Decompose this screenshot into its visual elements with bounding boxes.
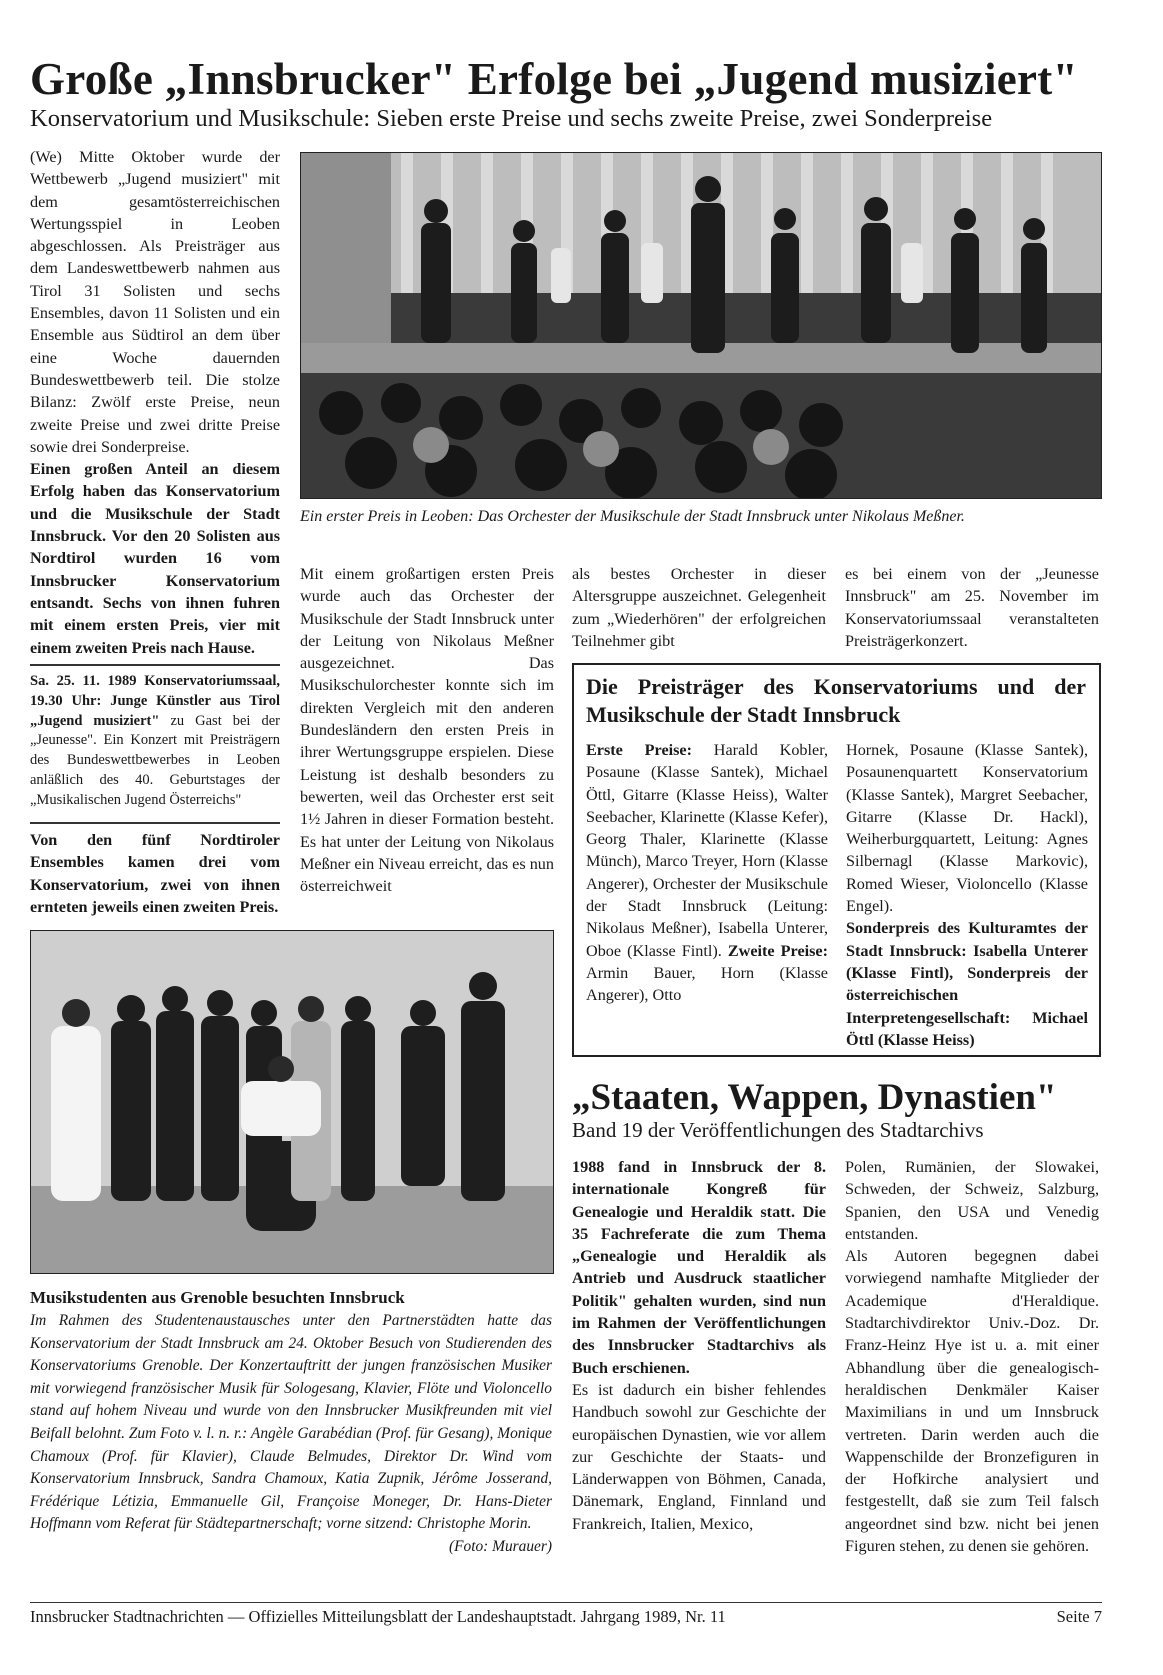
orchestra-photo-caption: Ein erster Preis in Leoben: Das Orchester der Musikschule der Stadt Innsbruck unter Nikolaus Meßner. <box>300 508 965 525</box>
staaten-column-1 <box>572 1156 826 1535</box>
subheadline: Konservatorium und Musikschule: Sieben erste Preise und sechs zweite Preise, zwei Sonderpreise <box>30 105 993 132</box>
special-prizes: Sonderpreis des Kulturamtes der Stadt Innsbruck: Isabella Unterer (Klasse Fintl), Sonderpreis der österreichischen Interpretengesellschaft: Michael Öttl (Klasse Heiss) <box>846 919 1088 1049</box>
article-column-3: es bei einem von der „Jeunesse Innsbruck" am 25. November im Konservatoriumssaal veranstalteten Preisträgerkonzert. <box>845 565 1099 650</box>
divider <box>30 664 280 666</box>
page-footer <box>30 1602 1102 1627</box>
grenoble-body <box>30 1310 552 1559</box>
divider <box>30 822 280 824</box>
orchestra-photo-image <box>301 153 1101 498</box>
prize-winners-box <box>572 663 1101 1057</box>
left-column <box>30 146 280 659</box>
ensembles-paragraph: Von den fünf Nordtiroler Ensembles kamen drei vom Konservatorium, zwei von ihnen ernteten jeweils einen zweiten Preis. <box>30 831 280 916</box>
grenoble-body-text: Im Rahmen des Studentenaustausches unter den Partnerstädten hatte das Konservatorium der Stadt Innsbruck am 24. Oktober Besuch von Studierenden des Konservatoriums Grenoble. Der Konzertauftritt der jungen französischen Musiker mit vorwiegend französischer Musik für Sologesang, Klavier, Flöte und Violoncello stand auf hohem Niveau und wurde von den Innsbrucker Musikfreunden mit viel Beifall belohnt. Zum Foto v. l. n. r.: Angèle Garabédian (Prof. für Gesang), Monique Chamoux (Prof. für Klavier), Claude Belmudes, Direktor Dr. Wind vom Konservatorium Innsbruck, Sandra Chamoux, Katia Zupnik, Jérôme Josserand, Frédérique Létizia, Emmanuelle Gil, Françoise Moneger, Dr. Hans-Dieter Hoffmann vom Referat für Städtepartnerschaft; vorne sitzend: Christophe Morin. <box>30 1312 552 1533</box>
orchestra-photo <box>300 152 1102 499</box>
highlight-paragraph: Einen großen Anteil an diesem Erfolg haben das Konservatorium und die Musikschule der Stadt Innsbruck. Vor den 20 Solisten aus Nordtirol wurden 16 vom Innsbrucker Konservatorium entsandt. Sechs von ihnen fuhren mit einem ersten Preis, vier mit einem zweiten Preis nach Hause. <box>30 460 280 657</box>
article-column-1: Mit einem großartigen ersten Preis wurde auch das Orchester der Musikschule der Stadt Innsbruck unter der Leitung von Nikolaus Meßner ausgezeichnet. Das Musikschulorchester konnte sich im direkten Vergleich mit den anderen Bundesländern den ersten Preis in ihrer Wertungsgruppe erspielen. Diese Leistung ist deshalb besonders zu bewerten, weil das Orchester erst seit 1½ Jahren in dieser Formation besteht. Es hat unter der Leitung von Nikolaus Meßner ein Niveau erreicht, das es nun österreichweit <box>300 565 554 896</box>
prize-box-left <box>586 739 828 1007</box>
staaten-col2-p2: Als Autoren begegnen dabei vorwiegend namhafte Mitglieder der Academique d'Heraldique. Stadtarchivdirektor Univ.-Doz. Dr. Franz-Heinz Hye ist u. a. mit einer Abhandlung über die genealogisch-heraldischen Denkmäler Kaiser Maximilians in und um Innsbruck vertreten. Darin werden auch die Wappenschilde der Bronzefiguren in der Hofkirche analysiert und festgestellt, daß sie zum Teil falsch angeordnet sind bzw. nicht bei jenen Figuren stehen, zu denen sie gehören. <box>845 1247 1099 1556</box>
second-prizes-text: Armin Bauer, Horn (Klasse Angerer), Otto <box>586 963 828 1005</box>
page-number: Seite 7 <box>1056 1607 1102 1626</box>
staaten-column-2 <box>845 1156 1099 1557</box>
staaten-col1-text: Es ist dadurch ein bisher fehlendes Handbuch sowohl zur Geschichte der europäischen Dynastien, wie vor allem zur Geschichte der Staats- und Länderwappen von Böhmen, Canada, Dänemark, England, Finnland und Frankreich, Italien, Mexico, <box>572 1380 826 1533</box>
staaten-title: „Staaten, Wappen, Dynastien" <box>572 1077 1057 1118</box>
second-prizes-label: Zweite Preise: <box>727 941 829 960</box>
intro-paragraph: (We) Mitte Oktober wurde der Wettbewerb „Jugend musiziert" mit dem gesamtösterreichischen Wertungsspiel in Leoben abgeschlossen. Als Preisträger aus dem Landeswettbewerb nahmen aus Tirol 31 Solisten und sechs Ensembles, davon 11 Solisten und ein Ensemble aus Südtirol an dem über eine Woche dauernden Bundeswettbewerb teil. Die stolze Bilanz: Zwölf erste Preise, neun zweite Preise und zwei dritte Preise sowie drei Sonderpreise. <box>30 148 280 456</box>
first-prizes-label: Erste Preise: <box>586 741 692 759</box>
first-prizes-text: Harald Kobler, Posaune (Klasse Santek), Michael Öttl, Gitarre (Klasse Heiss), Walter Seebacher, Klarinette (Klasse Kefer), Georg Thaler, Klarinette (Klasse Münch), Marco Treyer, Horn (Klasse Angerer), Orchester der Musikschule der Stadt Innsbruck (Leitung: Nikolaus Meßner), Isabella Unterer, Oboe (Klasse Fintl). <box>586 741 828 960</box>
second-prizes-continued: Hornek, Posaune (Klasse Santek), Posaunenquartett Konservatorium (Klasse Santek), Margret Seebacher, Gitarre (Klasse Dr. Hackl), Weiherburgquartett, Leitung: Agnes Silbernagl (Klasse Markovic), Romed Wieser, Violoncello (Klasse Engel). <box>846 741 1088 916</box>
grenoble-photo <box>30 930 554 1274</box>
event-notice <box>30 672 280 811</box>
article-column-2: als bestes Orchester in dieser Altersgruppe auszeichnet. Gelegenheit zum „Wiederhören" der erfolgreichen Teilnehmer gibt <box>572 565 826 650</box>
grenoble-title: Musikstudenten aus Grenoble besuchten Innsbruck <box>30 1288 405 1307</box>
grenoble-photo-credit: (Foto: Murauer) <box>448 1537 552 1555</box>
prize-box-right <box>846 739 1088 1051</box>
staaten-col1-bold: 1988 fand in Innsbruck der 8. internationale Kongreß für Genealogie und Heraldik statt. Die 35 Fachreferate die zum Thema „Genealogie und Heraldik als Antrieb und Ausdruck staatlicher Politik" gehalten wurden, sind nun im Rahmen der Veröffentlichungen des Innsbrucker Stadtarchivs als Buch erschienen. <box>572 1158 826 1377</box>
staaten-col2-p1: Polen, Rumänien, der Slowakei, Schweden, der Schweiz, Salzburg, Spanien, den USA und Venedig entstanden. <box>845 1158 1099 1243</box>
event-notice-text: zu Gast bei der „Jeunesse". Ein Konzert mit Preisträgern des Bundeswettbewerbes in Leoben anläßlich des 40. Geburtstages der „Musikalischen Jugend Österreichs" <box>30 712 280 808</box>
grenoble-photo-image <box>31 931 553 1273</box>
event-notice-bold: Sa. 25. 11. 1989 Konservatoriumssaal, 19.30 Uhr: Junge Künstler aus Tirol „Jugend musiziert" <box>30 673 280 729</box>
staaten-subtitle: Band 19 der Veröffentlichungen des Stadtarchivs <box>572 1118 984 1142</box>
footer-publication: Innsbrucker Stadtnachrichten — Offizielles Mitteilungsblatt der Landeshauptstadt. Jahrgang 1989, Nr. 11 <box>30 1607 726 1626</box>
headline: Große „Innsbrucker" Erfolge bei „Jugend musiziert" <box>30 54 1078 104</box>
prize-box-title: Die Preisträger des Konservatoriums und der Musikschule der Stadt Innsbruck <box>586 674 1086 727</box>
